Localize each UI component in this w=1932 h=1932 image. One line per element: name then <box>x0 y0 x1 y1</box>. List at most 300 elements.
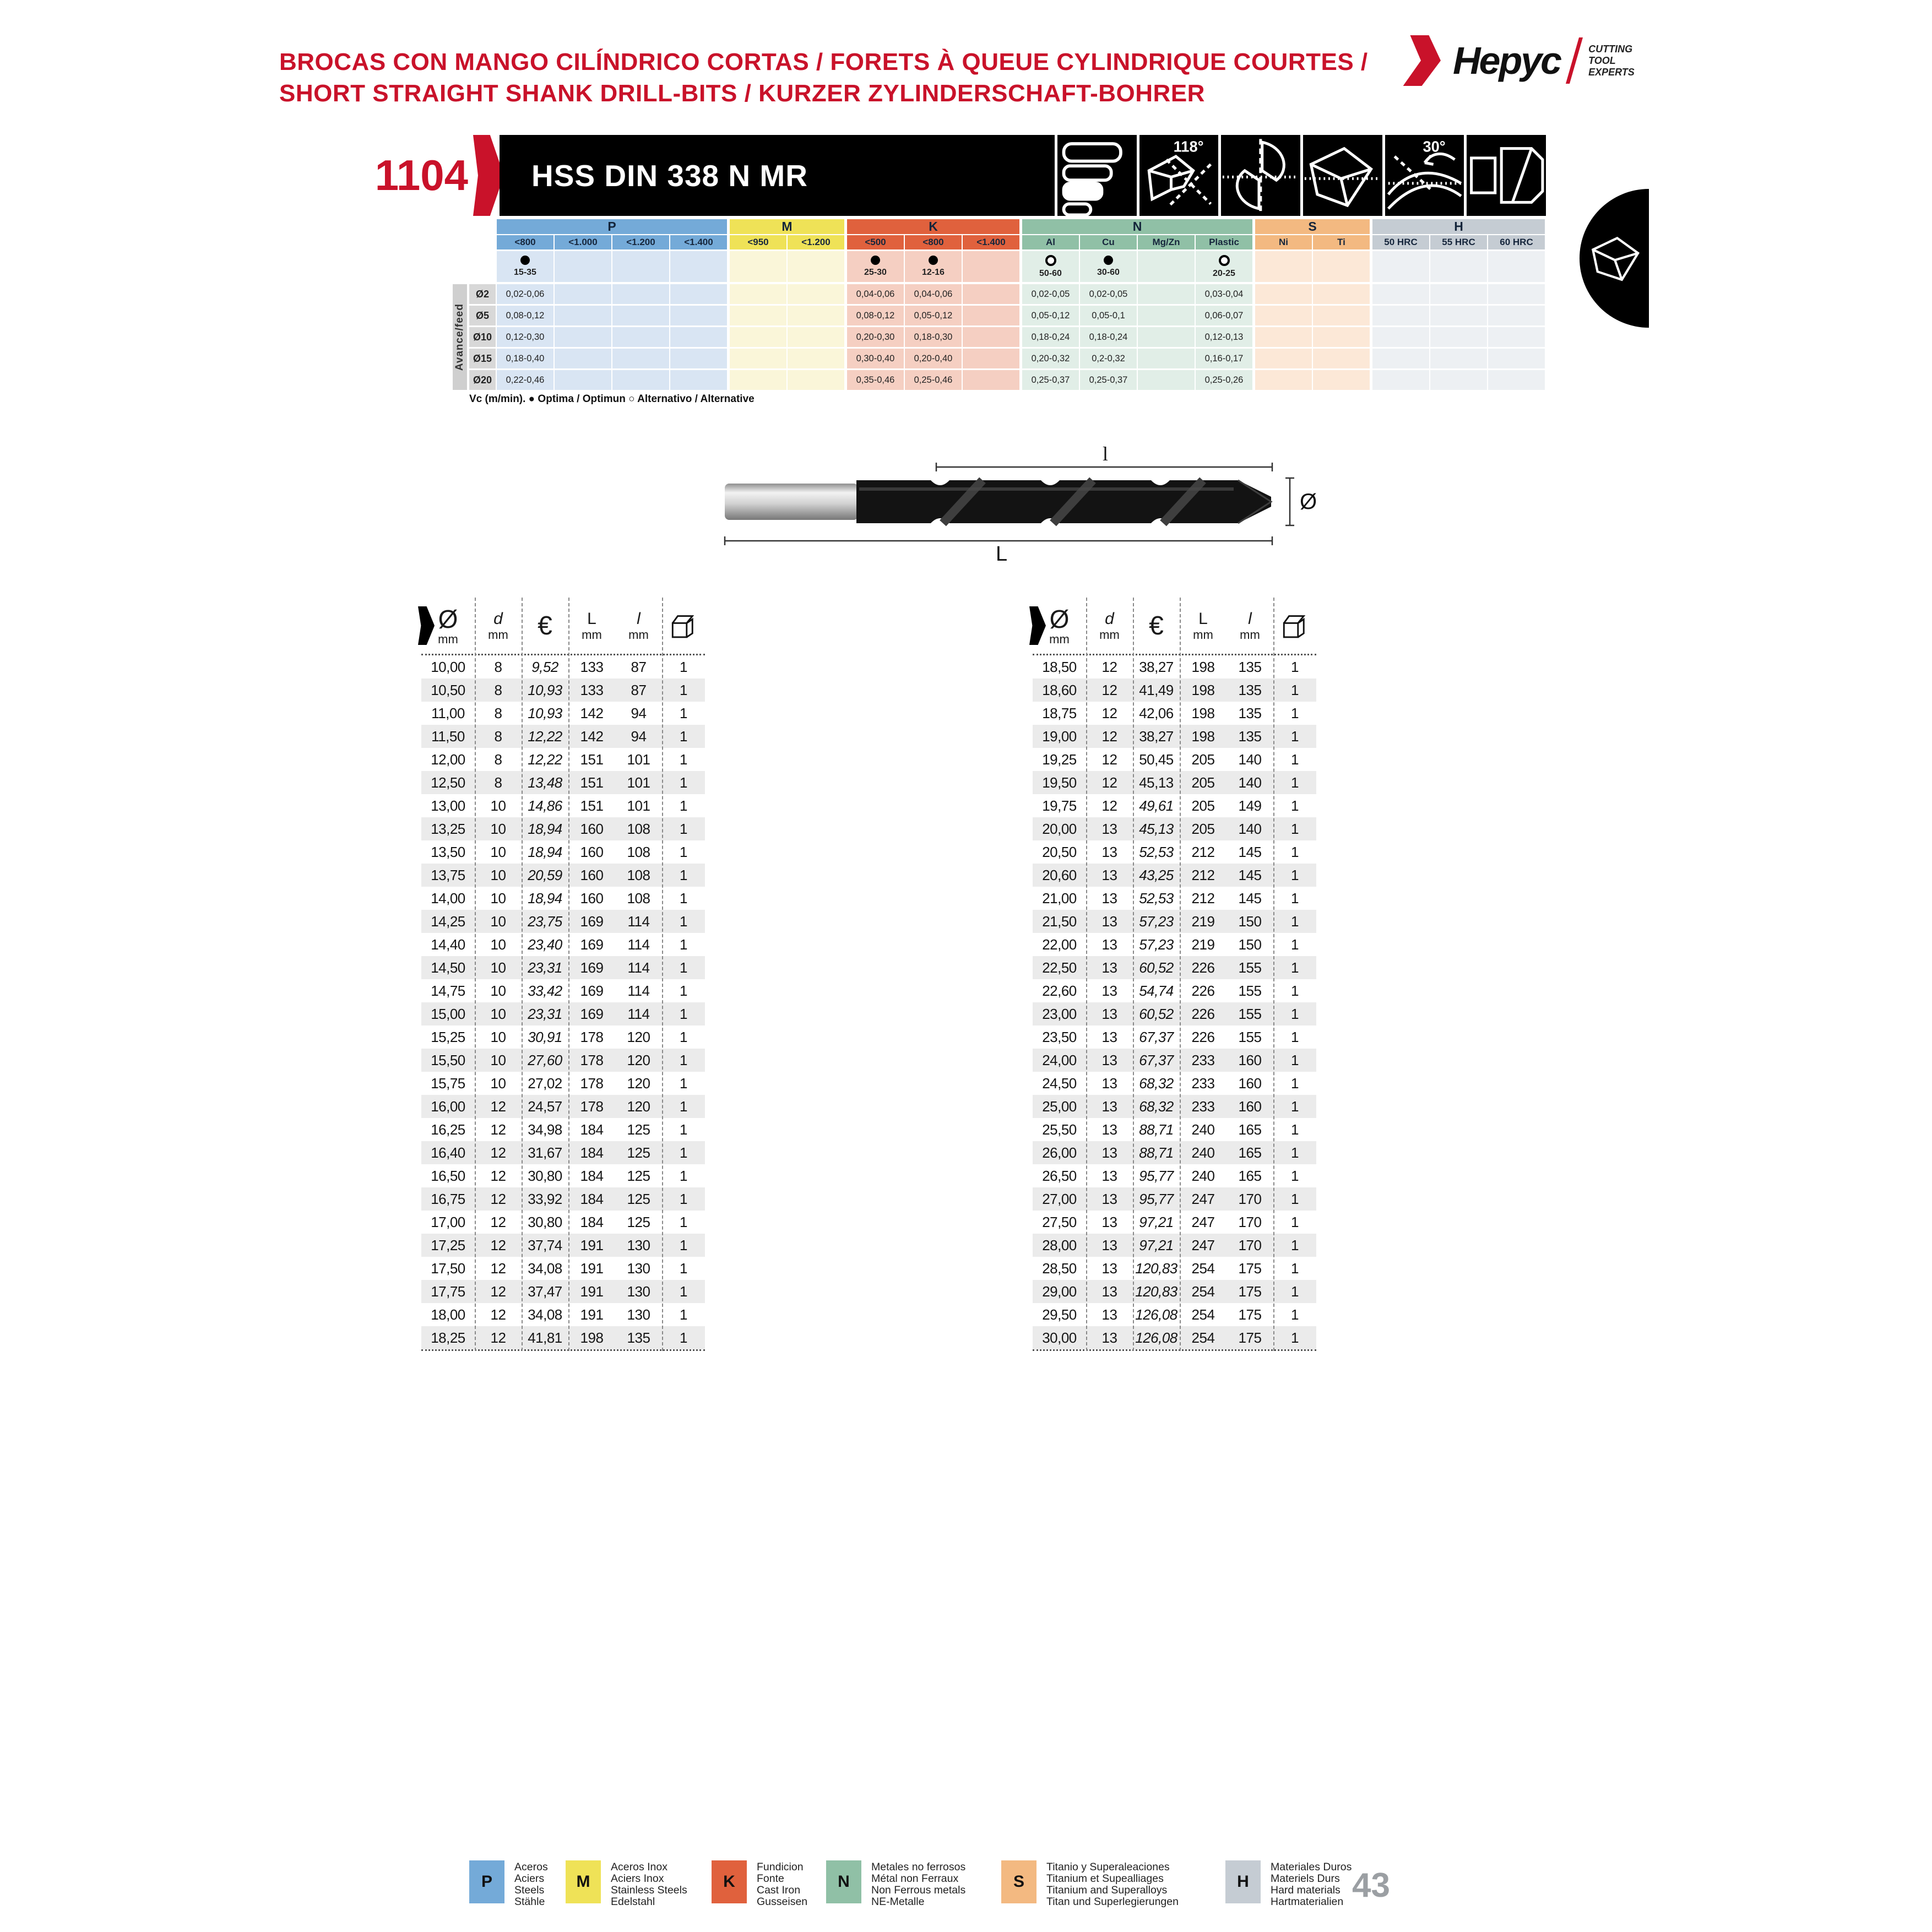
price-cell: 23,75 <box>528 913 562 930</box>
pack-cell: 1 <box>680 889 687 907</box>
pack-cell: 1 <box>1291 982 1299 999</box>
flute-cell: 145 <box>1238 843 1262 860</box>
price-cell: 97,21 <box>1139 1236 1174 1253</box>
price-cell: 120,83 <box>1135 1260 1177 1277</box>
flute-cell: 114 <box>627 982 650 999</box>
feed-cell <box>1313 306 1370 325</box>
flute-cell: 120 <box>627 1098 650 1115</box>
feed-cell <box>730 349 786 368</box>
length-cell: 191 <box>580 1236 604 1253</box>
vc-cell <box>1138 251 1195 282</box>
column-separator <box>522 598 523 1351</box>
flute-cell: 155 <box>1238 1028 1262 1045</box>
price-cell: 95,77 <box>1139 1190 1174 1207</box>
pack-cell: 1 <box>1291 1028 1299 1045</box>
flute-cell: 160 <box>1238 1098 1262 1115</box>
materials-col-header: <800 <box>497 235 553 249</box>
pack-cell: 1 <box>1291 1329 1299 1346</box>
diameter-cell: 18,75 <box>1042 704 1077 721</box>
feed-cell <box>730 370 786 390</box>
materials-col-header: <1.200 <box>612 235 669 249</box>
materials-group-S: S <box>1255 219 1370 234</box>
shank-col-header <box>475 611 522 641</box>
pack-cell: 1 <box>1291 704 1299 721</box>
pack-cell: 1 <box>680 959 687 976</box>
materials-col-header: Al <box>1022 235 1079 249</box>
pack-cell: 1 <box>1291 1306 1299 1323</box>
pack-cell: 1 <box>680 704 687 721</box>
price-cell: 38,27 <box>1139 728 1174 745</box>
feed-label-column <box>469 284 496 390</box>
shank-cell: 12 <box>490 1236 506 1253</box>
price-cell: 20,59 <box>528 866 562 883</box>
flute-cell: 125 <box>627 1144 650 1161</box>
web-thinning-icon <box>1218 135 1300 216</box>
price-cell: 18,94 <box>528 889 562 907</box>
feed-cell <box>1255 349 1312 368</box>
shank-cell: 13 <box>1101 1144 1117 1161</box>
flute-cell: 101 <box>627 774 650 791</box>
col-unit: mm <box>488 627 508 642</box>
pack-cell: 1 <box>680 681 687 698</box>
length-cell: 133 <box>580 658 604 675</box>
diameter-cell: 11,00 <box>431 704 465 721</box>
length-cell: 247 <box>1191 1190 1215 1207</box>
pack-cell: 1 <box>1291 1260 1299 1277</box>
col-symbol: Ø <box>438 604 458 633</box>
price-cell: 88,71 <box>1139 1144 1174 1161</box>
feed-cell <box>555 349 611 368</box>
feed-cell <box>1372 284 1429 304</box>
length-cell: 198 <box>580 1329 604 1346</box>
diameter-cell: 16,25 <box>431 1121 465 1138</box>
flute-cell: 175 <box>1238 1306 1262 1323</box>
pack-cell: 1 <box>680 797 687 814</box>
brand-arrow-icon <box>1403 35 1444 86</box>
shank-cell: 12 <box>490 1144 506 1161</box>
diameter-cell: 19,25 <box>1042 751 1077 768</box>
column-separator <box>475 598 476 1351</box>
feed-cell <box>1255 306 1312 325</box>
legend-item-H <box>1225 1860 1352 1908</box>
col-symbol: L <box>587 609 596 628</box>
shank-cell: 12 <box>490 1190 506 1207</box>
feed-cell <box>1255 370 1312 390</box>
length-col-header <box>568 611 615 641</box>
flute-cell: 140 <box>1238 751 1262 768</box>
price-cell: 45,13 <box>1139 774 1174 791</box>
diameter-cell: 14,50 <box>431 959 465 976</box>
length-cell: 205 <box>1191 751 1215 768</box>
vc-cell <box>1255 251 1312 282</box>
feed-cell: 0,2-0,32 <box>1080 349 1137 368</box>
tech-icon-strip <box>1055 135 1546 216</box>
feed-cell <box>1138 349 1195 368</box>
price-cell: 41,49 <box>1139 681 1174 698</box>
pack-cell: 1 <box>680 1005 687 1022</box>
price-cell: 42,06 <box>1139 704 1174 721</box>
length-cell: 254 <box>1191 1329 1215 1346</box>
price-cell: 34,08 <box>528 1306 562 1323</box>
feed-cell <box>1488 327 1545 347</box>
shank-cell: 10 <box>490 913 506 930</box>
materials-col-header: Cu <box>1080 235 1137 249</box>
materials-group-N: N <box>1022 219 1252 234</box>
legend-line: Aciers Inox <box>611 1873 664 1885</box>
pack-cell: 1 <box>680 658 687 675</box>
shank-cell: 10 <box>490 1074 506 1092</box>
feed-cell: 0,02-0,05 <box>1022 284 1079 304</box>
vc-cell <box>1372 251 1429 282</box>
vc-note: Vc (m/min). ● Optima / Optimun ○ Alternativo / Alternative <box>469 393 755 405</box>
feed-cell <box>963 370 1019 390</box>
flute-cell: 114 <box>627 913 650 930</box>
shank-cell: 13 <box>1101 1005 1117 1022</box>
price-cell: 45,13 <box>1139 820 1174 837</box>
materials-group-row <box>497 219 1545 234</box>
shank-cell: 8 <box>494 751 502 768</box>
length-cell: 142 <box>580 728 604 745</box>
shank-cell: 10 <box>490 1051 506 1068</box>
materials-col-header: 60 HRC <box>1488 235 1545 249</box>
feed-cell <box>1255 327 1312 347</box>
diameter-cell: 17,50 <box>431 1260 465 1277</box>
feed-cell <box>730 284 786 304</box>
diameter-cell: 29,00 <box>1042 1283 1077 1300</box>
shank-cell: 12 <box>490 1213 506 1230</box>
shank-cell: 12 <box>1101 704 1117 721</box>
optimal-dot-icon <box>871 256 880 265</box>
flute-cell: 114 <box>627 936 650 953</box>
diameter-cell: 15,25 <box>431 1028 465 1045</box>
vc-cell <box>612 251 669 282</box>
feed-cell <box>1488 306 1545 325</box>
shank-cell: 13 <box>1101 1074 1117 1092</box>
legend-line: Fonte <box>757 1873 784 1885</box>
column-separator <box>1086 598 1087 1351</box>
feed-cell: 0,25-0,46 <box>905 370 962 390</box>
diameter-cell: 25,50 <box>1042 1121 1077 1138</box>
vc-cell <box>1196 251 1252 282</box>
col-symbol: L <box>1198 609 1208 628</box>
pack-cell: 1 <box>680 1167 687 1184</box>
feed-cell <box>963 327 1019 347</box>
flute-cell: 130 <box>627 1236 650 1253</box>
legend-line: Stähle <box>514 1896 545 1908</box>
materials-group-M: M <box>730 219 844 234</box>
price-cell: 52,53 <box>1139 889 1174 907</box>
pack-cell: 1 <box>1291 797 1299 814</box>
feed-cell: 0,08-0,12 <box>847 306 904 325</box>
materials-vc-row <box>497 251 1545 282</box>
flute-cell: 125 <box>627 1190 650 1207</box>
shank-cell: 12 <box>490 1121 506 1138</box>
feed-cell <box>670 349 727 368</box>
price-cell: 54,74 <box>1139 982 1174 999</box>
flute-cell: 140 <box>1238 774 1262 791</box>
length-cell: 178 <box>580 1098 604 1115</box>
feed-cell <box>1255 284 1312 304</box>
pack-col-header <box>1273 610 1316 642</box>
diameter-cell: 22,50 <box>1042 959 1077 976</box>
alternative-dot-icon <box>1045 255 1056 266</box>
shank-icon <box>1464 135 1546 216</box>
feed-cell <box>788 370 844 390</box>
legend-text-K <box>757 1860 807 1908</box>
flute-cell: 155 <box>1238 959 1262 976</box>
shank-cell: 13 <box>1101 1167 1117 1184</box>
vc-value: 20-25 <box>1213 268 1235 278</box>
col-unit: mm <box>582 627 602 642</box>
diameter-cell: 16,75 <box>431 1190 465 1207</box>
feed-row-label: Ø10 <box>469 327 496 347</box>
diameter-cell: 15,50 <box>431 1051 465 1068</box>
pack-cell: 1 <box>1291 866 1299 883</box>
feed-cell <box>1138 306 1195 325</box>
legend-item-P <box>469 1860 548 1908</box>
pack-cell: 1 <box>680 774 687 791</box>
flute-cell: 165 <box>1238 1144 1262 1161</box>
length-cell: 233 <box>1191 1051 1215 1068</box>
length-col-header <box>1180 611 1227 641</box>
feed-cell: 0,25-0,26 <box>1196 370 1252 390</box>
pack-cell: 1 <box>680 1144 687 1161</box>
price-cell: 30,91 <box>528 1028 562 1045</box>
pack-cell: 1 <box>680 1283 687 1300</box>
shank-cell: 10 <box>490 889 506 907</box>
length-cell: 169 <box>580 982 604 999</box>
diameter-cell: 10,50 <box>431 681 465 698</box>
page-title-line1: BROCAS CON MANGO CILÍNDRICO CORTAS / FORETS À QUEUE CYLINDRIQUE COURTES / <box>279 48 1368 75</box>
feed-cell: 0,20-0,40 <box>905 349 962 368</box>
flute-cell: 87 <box>631 681 647 698</box>
pack-cell: 1 <box>680 1260 687 1277</box>
length-cell: 198 <box>1191 704 1215 721</box>
pack-cell: 1 <box>680 843 687 860</box>
price-cell: 10,93 <box>528 681 562 698</box>
length-cell: 212 <box>1191 866 1215 883</box>
diameter-cell: 16,50 <box>431 1167 465 1184</box>
shank-cell: 13 <box>1101 1306 1117 1323</box>
diameter-cell: 20,60 <box>1042 866 1077 883</box>
length-cell: 184 <box>580 1213 604 1230</box>
product-banner <box>500 135 1546 216</box>
col-unit: mm <box>1193 627 1213 642</box>
flute-cell: 108 <box>627 843 650 860</box>
length-cell: 184 <box>580 1190 604 1207</box>
feed-cell: 0,35-0,46 <box>847 370 904 390</box>
vc-cell <box>670 251 727 282</box>
pack-cell: 1 <box>680 1074 687 1092</box>
price-cell: 88,71 <box>1139 1121 1174 1138</box>
price-cell: 52,53 <box>1139 843 1174 860</box>
legend-line: Aciers <box>514 1873 545 1885</box>
feed-cell <box>730 327 786 347</box>
diameter-cell: 22,00 <box>1042 936 1077 953</box>
length-cell: 226 <box>1191 982 1215 999</box>
flute-cell: 101 <box>627 797 650 814</box>
alternative-dot-icon <box>1219 255 1230 266</box>
feed-row <box>497 284 1545 304</box>
length-cell: 169 <box>580 913 604 930</box>
shank-cell: 12 <box>490 1283 506 1300</box>
shank-cell: 13 <box>1101 1236 1117 1253</box>
diameter-cell: 16,00 <box>431 1098 465 1115</box>
pack-cell: 1 <box>1291 1283 1299 1300</box>
length-cell: 219 <box>1191 913 1215 930</box>
feed-cell: 0,02-0,05 <box>1080 284 1137 304</box>
price-cell: 14,86 <box>528 797 562 814</box>
flute-cell: 175 <box>1238 1283 1262 1300</box>
shank-col-header <box>1086 611 1133 641</box>
feed-cell: 0,18-0,24 <box>1022 327 1079 347</box>
shank-cell: 12 <box>1101 751 1117 768</box>
legend-line: Titan und Superlegierungen <box>1046 1896 1179 1908</box>
length-cell: 169 <box>580 936 604 953</box>
pack-cell: 1 <box>1291 1051 1299 1068</box>
vc-value: 15-35 <box>514 268 536 277</box>
price-cell: 126,08 <box>1135 1329 1177 1346</box>
flute-cell: 108 <box>627 889 650 907</box>
length-cell: 160 <box>580 820 604 837</box>
diameter-cell: 26,50 <box>1042 1167 1077 1184</box>
page-number: 43 <box>1352 1866 1390 1904</box>
length-cell: 191 <box>580 1283 604 1300</box>
diameter-cell: 19,75 <box>1042 797 1077 814</box>
shank-cell: 13 <box>1101 1190 1117 1207</box>
page-title <box>279 46 1368 109</box>
feed-cell <box>1372 349 1429 368</box>
pack-cell: 1 <box>1291 658 1299 675</box>
col-unit: mm <box>1049 632 1070 646</box>
flute-cell: 125 <box>627 1167 650 1184</box>
legend-line: Hard materials <box>1271 1884 1341 1896</box>
col-symbol: € <box>538 611 552 641</box>
feed-cell <box>963 349 1019 368</box>
pack-cell: 1 <box>680 1329 687 1346</box>
length-cell: 226 <box>1191 1028 1215 1045</box>
optimal-dot-icon <box>1104 256 1113 265</box>
pack-cell: 1 <box>680 913 687 930</box>
price-cell: 33,42 <box>528 982 562 999</box>
diameter-cell: 23,00 <box>1042 1005 1077 1022</box>
legend-box-S: S <box>1001 1860 1036 1903</box>
shank-cell: 8 <box>494 658 502 675</box>
shank-cell: 10 <box>490 959 506 976</box>
col-unit: mm <box>1240 627 1260 642</box>
feed-cell <box>1313 284 1370 304</box>
price-cell: 9,52 <box>531 658 558 675</box>
feed-row <box>497 370 1545 390</box>
feed-cell: 0,12-0,13 <box>1196 327 1252 347</box>
shank-cell: 8 <box>494 681 502 698</box>
price-cell: 57,23 <box>1139 936 1174 953</box>
flute-cell: 145 <box>1238 889 1262 907</box>
feed-cell <box>670 370 727 390</box>
diameter-cell: 24,50 <box>1042 1074 1077 1092</box>
materials-col-header: <1.400 <box>963 235 1019 249</box>
price-cell: 13,48 <box>528 774 562 791</box>
length-cell: 226 <box>1191 1005 1215 1022</box>
page-title-line2: SHORT STRAIGHT SHANK DRILL-BITS / KURZER ZYLINDERSCHAFT-BOHRER <box>279 80 1205 107</box>
shank-cell: 13 <box>1101 843 1117 860</box>
feed-cell <box>788 284 844 304</box>
feed-row <box>497 306 1545 325</box>
price-cell: 37,74 <box>528 1236 562 1253</box>
shank-cell: 13 <box>1101 889 1117 907</box>
materials-col-header: Ti <box>1313 235 1370 249</box>
flute-length-label: l <box>1103 446 1109 465</box>
diameter-cell: 12,00 <box>431 751 465 768</box>
length-cell: 191 <box>580 1306 604 1323</box>
diameter-cell: 17,25 <box>431 1236 465 1253</box>
price-cell: 60,52 <box>1139 959 1174 976</box>
vc-cell <box>1022 251 1079 282</box>
price-cell: 31,67 <box>528 1144 562 1161</box>
feed-cell <box>1488 349 1545 368</box>
pack-cell: 1 <box>1291 681 1299 698</box>
price-cell: 126,08 <box>1135 1306 1177 1323</box>
vc-cell <box>1430 251 1487 282</box>
column-separator <box>1180 598 1181 1351</box>
shank-cell: 13 <box>1101 913 1117 930</box>
materials-col-header: Ni <box>1255 235 1312 249</box>
length-cell: 169 <box>580 959 604 976</box>
shank-cell: 13 <box>1101 1283 1117 1300</box>
product-code: 1104 <box>375 151 468 199</box>
col-symbol: € <box>1149 611 1164 641</box>
diameter-cell: 28,50 <box>1042 1260 1077 1277</box>
flute-cell: 145 <box>1238 866 1262 883</box>
diameter-cell: 13,75 <box>431 866 465 883</box>
shank-cell: 13 <box>1101 866 1117 883</box>
feed-row-label: Ø20 <box>469 370 496 390</box>
flute-cell: 150 <box>1238 913 1262 930</box>
shank-cell: 12 <box>490 1329 506 1346</box>
legend-box-H: H <box>1225 1860 1261 1903</box>
materials-col-header: 55 HRC <box>1430 235 1487 249</box>
price-cell: 12,22 <box>528 751 562 768</box>
diameter-cell: 18,60 <box>1042 681 1077 698</box>
price-cell: 68,32 <box>1139 1098 1174 1115</box>
price-cell: 68,32 <box>1139 1074 1174 1092</box>
flute-cell: 125 <box>627 1213 650 1230</box>
length-cell: 205 <box>1191 820 1215 837</box>
pack-cell: 1 <box>1291 1121 1299 1138</box>
feed-cell: 0,04-0,06 <box>905 284 962 304</box>
length-cell: 233 <box>1191 1074 1215 1092</box>
length-cell: 254 <box>1191 1306 1215 1323</box>
length-cell: 198 <box>1191 728 1215 745</box>
tagline-line: CUTTING <box>1588 43 1633 55</box>
shank-cell: 13 <box>1101 1213 1117 1230</box>
shank-cell: 10 <box>490 797 506 814</box>
legend-box-P: P <box>469 1860 504 1903</box>
flute-cell: 140 <box>1238 820 1262 837</box>
feed-cell <box>963 306 1019 325</box>
price-col-header <box>1133 611 1180 641</box>
diameter-cell: 27,50 <box>1042 1213 1077 1230</box>
legend-box-K: K <box>712 1860 747 1903</box>
diameter-range-icon <box>1055 135 1137 216</box>
column-separator <box>568 598 569 1351</box>
price-cell: 18,94 <box>528 843 562 860</box>
flute-cell: 160 <box>1238 1051 1262 1068</box>
diameter-cell: 13,50 <box>431 843 465 860</box>
feed-cell <box>612 284 669 304</box>
legend-line: Titanio y Superaleaciones <box>1046 1861 1170 1873</box>
feed-cell: 0,16-0,17 <box>1196 349 1252 368</box>
